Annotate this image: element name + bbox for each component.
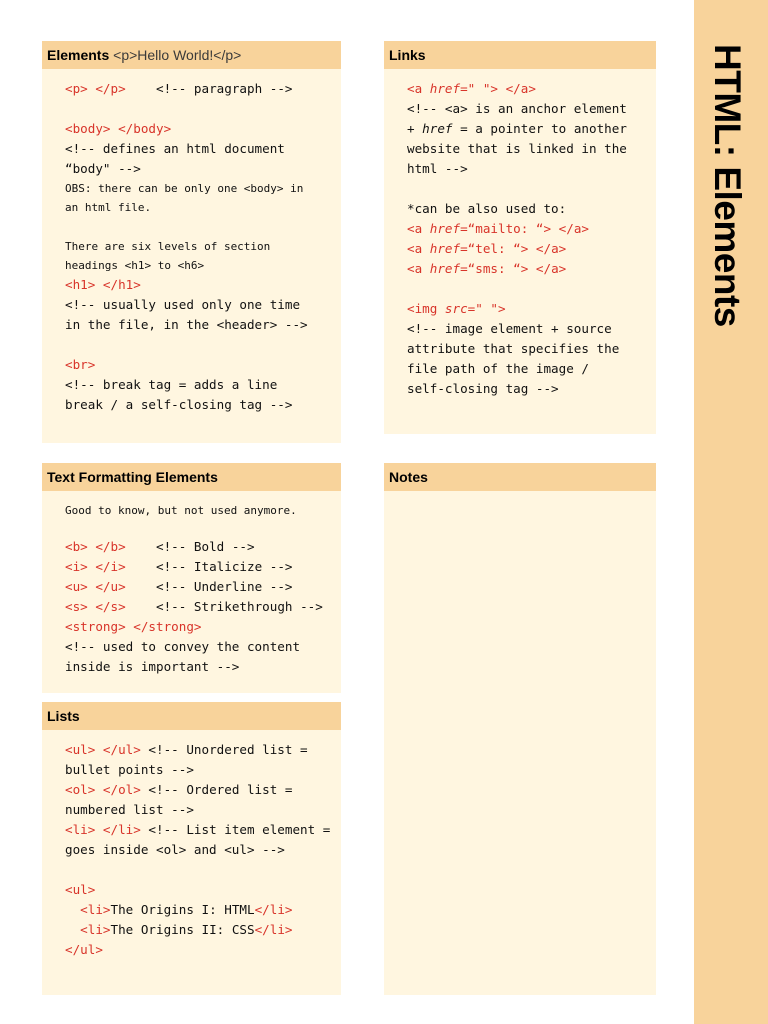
example-li-2: <li>The Origins II: CSS</li> xyxy=(80,922,293,937)
br-tag: <br> xyxy=(65,357,96,372)
links-card-header xyxy=(384,41,656,69)
ol-comment-2: numbered list --> xyxy=(65,802,194,817)
lists-title: Lists xyxy=(47,708,80,724)
six-levels-2: headings <h1> to <h6> xyxy=(65,259,205,272)
anchor-comment-3: website that is linked in the xyxy=(407,141,627,156)
example-ul-open: <ul> xyxy=(65,882,96,897)
anchor-comment-4: html --> xyxy=(407,161,468,176)
elements-card xyxy=(42,41,341,443)
page-title: HTML: Elements xyxy=(707,44,748,327)
h1-comment-2: in the file, in the <header> --> xyxy=(65,317,308,332)
sms-tag: <a href=“sms: “> </a> xyxy=(407,261,567,276)
paragraph-row xyxy=(65,79,321,99)
p-tag: <p> </p> xyxy=(65,81,126,96)
li-row: <li> </li> <!-- List item element = xyxy=(65,822,331,837)
formatting-card-header xyxy=(42,463,341,491)
ol-row: <ol> </ol> <!-- Ordered list = xyxy=(65,782,293,797)
h1-comment-1: <!-- usually used only one time xyxy=(65,297,301,312)
example-li-1: <li>The Origins I: HTML</li> xyxy=(80,902,293,917)
body-comment-1: <!-- defines an html document xyxy=(65,141,285,156)
elements-title: Elements xyxy=(47,47,110,63)
anchor-tag: <a href=" "> </a> xyxy=(407,81,536,96)
h1-tag: <h1> </h1> xyxy=(65,277,141,292)
ul-row: <ul> </ul> <!-- Unordered list = xyxy=(65,742,308,757)
anchor-comment-2: + href = a pointer to another xyxy=(407,121,627,136)
example-ul-close: </ul> xyxy=(65,942,103,957)
six-levels-1: There are six levels of section xyxy=(65,240,271,253)
img-tag: <img src=" "> xyxy=(407,301,506,316)
notes-title: Notes xyxy=(389,469,428,485)
links-card xyxy=(384,41,656,434)
mailto-tag: <a href=“mailto: “> </a> xyxy=(407,221,589,236)
p-comment: <!-- paragraph --> xyxy=(156,81,293,96)
strong-comment-1: <!-- used to convey the content xyxy=(65,639,301,654)
img-comment-1: <!-- image element + source xyxy=(407,321,612,336)
notes-card xyxy=(384,463,656,995)
br-comment-1: <!-- break tag = adds a line xyxy=(65,377,278,392)
img-comment-2: attribute that specifies the xyxy=(407,341,620,356)
obs-line-1: OBS: there can be only one <body> in xyxy=(65,182,304,195)
img-comment-4: self-closing tag --> xyxy=(407,381,559,396)
body-comment-2: “body" --> xyxy=(65,161,141,176)
body-tag: <body> </body> xyxy=(65,121,172,136)
format-row: <b> </b> <!-- Bold --> xyxy=(65,539,255,554)
formatting-card xyxy=(42,463,341,693)
img-comment-3: file path of the image / xyxy=(407,361,589,376)
notes-card-header xyxy=(384,463,656,491)
format-row: <u> </u> <!-- Underline --> xyxy=(65,579,293,594)
also-used-label: *can be also used to: xyxy=(407,201,567,216)
obs-line-2: an html file. xyxy=(65,201,152,214)
lists-card xyxy=(42,702,341,995)
anchor-comment-1: <!-- <a> is an anchor element xyxy=(407,101,627,116)
elements-card-header xyxy=(42,41,341,69)
elements-subtitle: <p>Hello World!</p> xyxy=(113,47,242,63)
formatting-title: Text Formatting Elements xyxy=(47,469,218,485)
formatting-intro: Good to know, but not used anymore. xyxy=(65,504,297,517)
br-comment-2: break / a self-closing tag --> xyxy=(65,397,293,412)
ul-comment-2: bullet points --> xyxy=(65,762,194,777)
links-title: Links xyxy=(389,47,426,63)
strong-comment-2: inside is important --> xyxy=(65,659,240,674)
lists-card-header xyxy=(42,702,341,730)
li-comment-2: goes inside <ol> and <ul> --> xyxy=(65,842,285,857)
format-row: <i> </i> <!-- Italicize --> xyxy=(65,559,293,574)
tel-tag: <a href=“tel: “> </a> xyxy=(407,241,567,256)
format-row: <s> </s> <!-- Strikethrough --> xyxy=(65,599,323,614)
strong-tag: <strong> </strong> xyxy=(65,619,202,634)
